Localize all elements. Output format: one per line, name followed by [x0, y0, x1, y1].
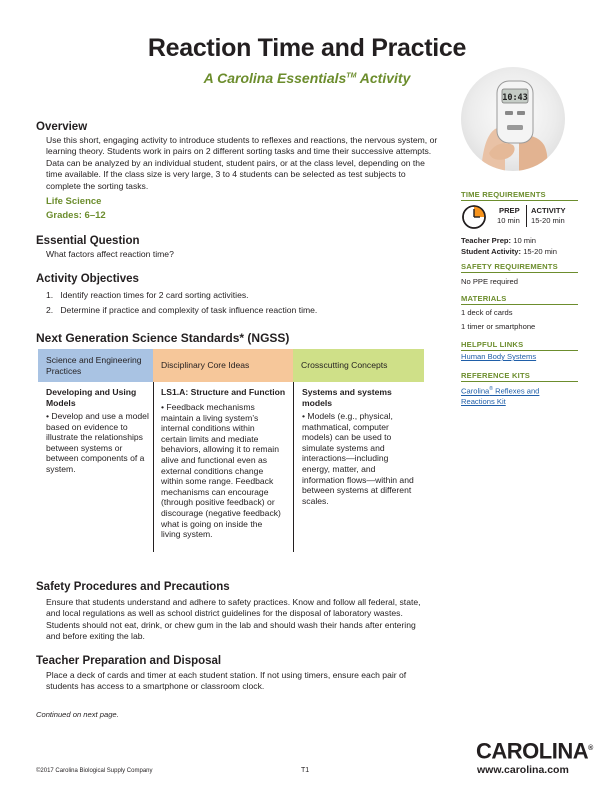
safety-text: Ensure that students understand and adhere to safety practices. Know and follow all federal, state, and local regulations as well as school district guidelines for the disposal of laboratory wastes. Students should not eat, drink, or chew gum in the lab and should wash their hands after entering and before exiting the lab. — [46, 597, 421, 642]
objective-item: 2. Determine if practice and complexity of task influence reaction time. — [46, 305, 318, 315]
grades-label: Grades: 6–12 — [46, 210, 106, 221]
time-requirements-heading: TIME REQUIREMENTS — [461, 190, 546, 199]
ngss-ccc-title: Systems and systems models — [302, 387, 392, 408]
page-subtitle: A Carolina Essentials™ Activity — [203, 70, 411, 86]
activity-label: ACTIVITY — [531, 206, 566, 215]
material-item: 1 timer or smartphone — [461, 322, 536, 331]
teacher-prep-heading: Teacher Preparation and Disposal — [36, 655, 222, 667]
human-body-systems-link[interactable]: Human Body Systems — [461, 352, 537, 361]
safety-requirements-heading: SAFETY REQUIREMENTS — [461, 262, 558, 271]
ngss-header-ccc: Crosscutting Concepts — [293, 349, 424, 382]
safety-heading: Safety Procedures and Precautions — [36, 581, 230, 593]
timer-photo — [461, 67, 565, 171]
ngss-sep-bullet: • Develop and use a model based on evidence to illustrate the relationships between systems or between components of a system. — [46, 411, 149, 474]
ngss-header-sep: Science and Engineering Practices — [38, 349, 153, 382]
clock-icon — [461, 204, 487, 230]
divider — [461, 200, 578, 201]
ngss-column-divider — [153, 382, 154, 552]
page-number: T1 — [301, 767, 310, 774]
activity-value: 15-20 min — [531, 216, 565, 225]
materials-heading: MATERIALS — [461, 294, 507, 303]
reference-kits-heading: REFERENCE KITS — [461, 371, 531, 380]
ngss-sep-title: Developing and Using Models — [46, 387, 137, 408]
overview-text: Use this short, engaging activity to introduce students to reflexes and reactions, the nervous system, or learning theory. Students work in pairs on 2 different sorting tasks and time their successive attempts. Data can be analyzed by an individual student, student pairs, or at the class level, depending on the time available. If the class size is very large, 3 to 4 students can be selected as test subjects to complete the sorting tasks. — [46, 135, 438, 191]
reflexes-reactions-kit-link[interactable]: Carolina® Reflexes and Reactions Kit — [461, 386, 540, 406]
objectives-heading: Activity Objectives — [36, 273, 139, 285]
ngss-heading: Next Generation Science Standards* (NGSS) — [36, 331, 290, 345]
overview-heading: Overview — [36, 121, 88, 133]
student-activity-time: Student Activity: 15-20 min — [461, 247, 557, 256]
continued-note: Continued on next page. — [36, 710, 119, 719]
ngss-dci-bullet: • Feedback mechanisms maintain a living system’s internal conditions within certain limits and mediate behaviors, allowing it to remain alive and functional even as external conditions change within some range. Feedback mechanisms can encourage (through positive feedback) or discourage (negative feedback) what is going on inside the living system. — [161, 402, 281, 540]
safety-requirements-text: No PPE required — [461, 277, 518, 286]
ngss-dci-title: LS1.A: Structure and Function — [161, 387, 286, 397]
prep-value: 10 min — [497, 216, 520, 225]
page-title: Reaction Time and Practice — [147, 34, 467, 62]
prep-label: PREP — [499, 206, 520, 215]
essential-question-text: What factors affect reaction time? — [46, 249, 174, 259]
teacher-prep-time: Teacher Prep: 10 min — [461, 236, 537, 245]
website-url: www.carolina.com — [477, 764, 569, 776]
subject-label: Life Science — [46, 196, 102, 207]
material-item: 1 deck of cards — [461, 308, 513, 317]
ngss-column-divider — [293, 382, 294, 552]
helpful-links-heading: HELPFUL LINKS — [461, 340, 524, 349]
divider — [461, 381, 578, 382]
time-divider — [526, 205, 527, 227]
essential-question-heading: Essential Question — [36, 235, 140, 247]
divider — [461, 350, 578, 351]
copyright: ©2017 Carolina Biological Supply Company — [36, 768, 153, 774]
objective-item: 1. Identify reaction times for 2 card sorting activities. — [46, 290, 249, 300]
divider — [461, 272, 578, 273]
carolina-logo: CAROLINA® — [476, 738, 593, 764]
timer-display: 10:43 — [502, 93, 528, 103]
divider — [461, 304, 578, 305]
ngss-header-dci: Disciplinary Core Ideas — [153, 349, 293, 382]
teacher-prep-text: Place a deck of cards and timer at each student station. If not using timers, ensure each pair of students has access to a smartphone or classroom clock. — [46, 670, 407, 692]
ngss-ccc-bullet: • Models (e.g., physical, mathmatical, computer models) can be used to simulate systems and interactions—including energy, matter, and information flows—within and between systems at different scales. — [302, 411, 414, 506]
